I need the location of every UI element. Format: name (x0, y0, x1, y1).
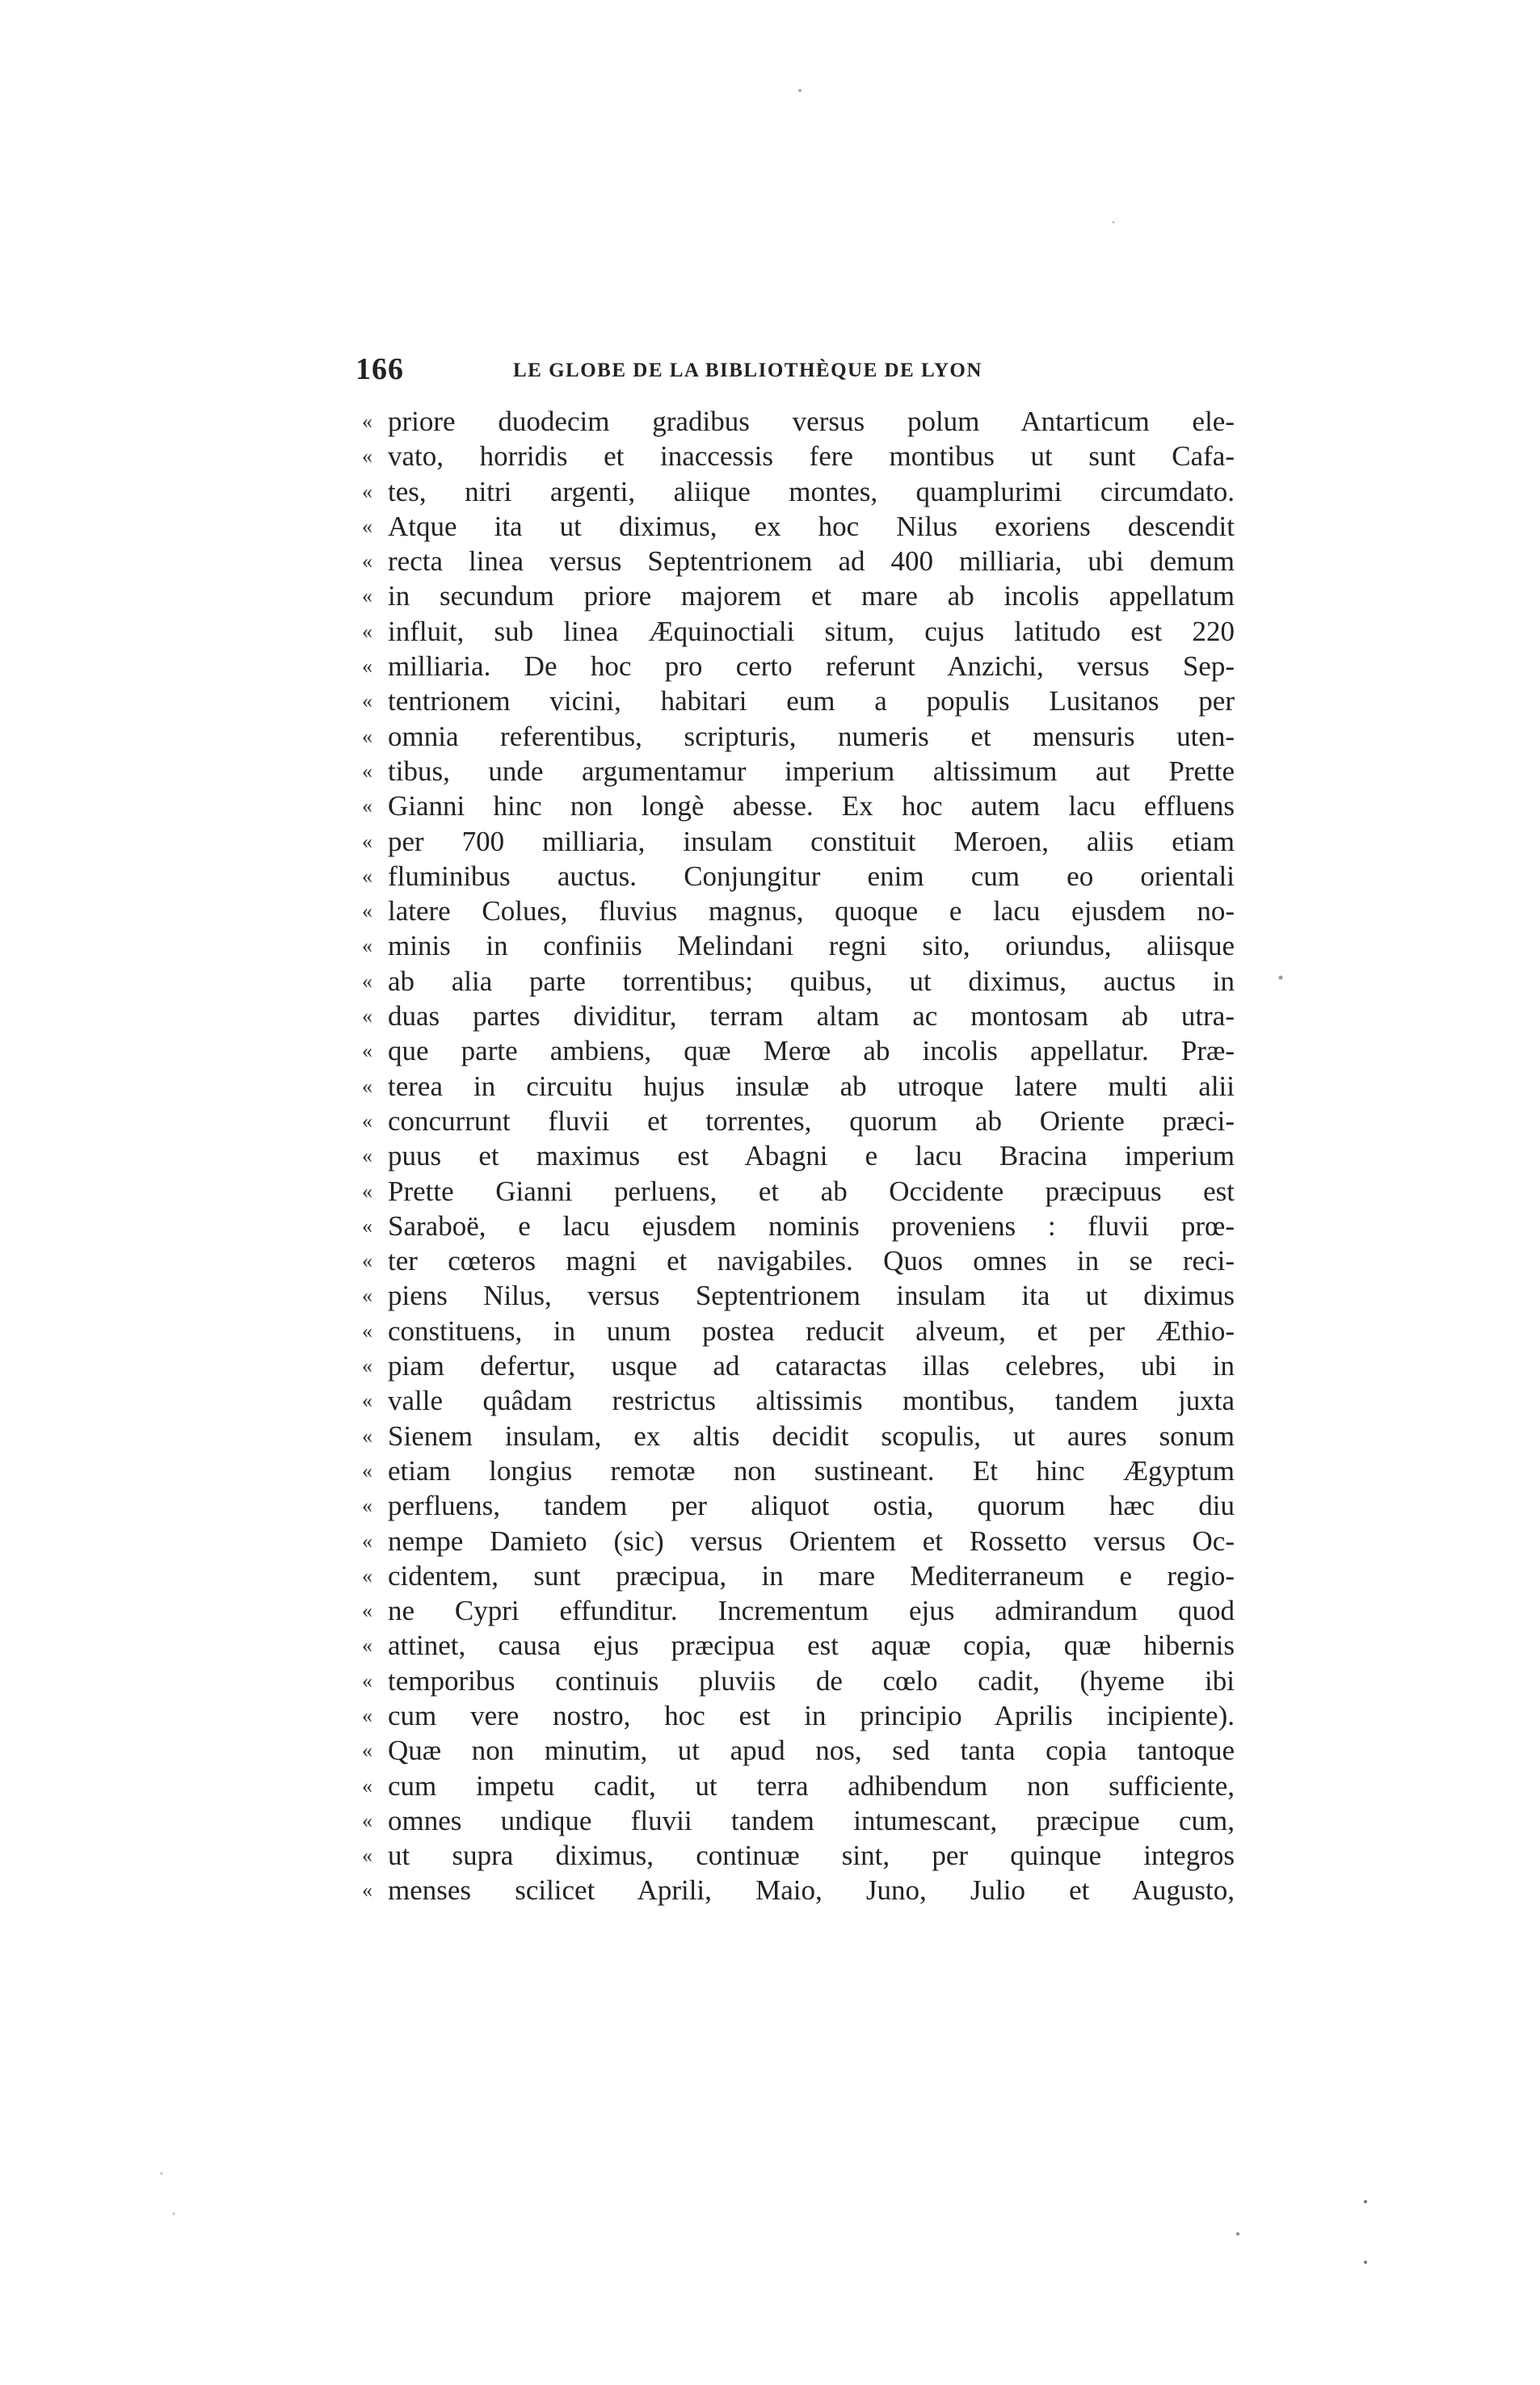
text-line (362, 1524, 1235, 1558)
quote-mark: « (362, 1354, 372, 1378)
speck (1236, 2232, 1239, 2236)
quote-mark: « (362, 1599, 372, 1623)
text-line (362, 928, 1235, 963)
line-text: Atque ita ut diximus, ex hoc Nilus exoriens descendit (388, 510, 1235, 542)
text-line (362, 578, 1235, 613)
line-text: omnes undique fluvii tandem intumescant, præcipue cum, (388, 1804, 1235, 1836)
quote-mark: « (362, 969, 372, 993)
text-line (362, 1348, 1235, 1383)
text-line (362, 859, 1235, 894)
line-text: menses scilicet Aprili, Maio, Juno, Julio et Augusto, (388, 1874, 1235, 1907)
quote-mark: « (362, 1703, 372, 1727)
text-line (362, 649, 1235, 684)
quote-mark: « (362, 899, 372, 923)
text-line (362, 1593, 1235, 1628)
text-line (362, 1243, 1235, 1278)
quote-mark: « (362, 1074, 372, 1098)
running-title: LE GLOBE DE LA BIBLIOTHÈQUE DE LYON (513, 360, 982, 381)
text-line (362, 1803, 1235, 1838)
text-line (362, 1733, 1235, 1768)
text-line (362, 1383, 1235, 1418)
quote-mark: « (362, 1179, 372, 1203)
text-line (362, 1698, 1235, 1733)
line-text: que parte ambiens, quæ Merœ ab incolis appellatur. Præ- (388, 1035, 1235, 1067)
text-line (362, 1209, 1235, 1243)
quote-mark: « (362, 410, 372, 433)
line-text: piam defertur, usque ad cataractas illas celebres, ubi in (388, 1350, 1235, 1382)
line-text: Quæ non minutim, ut apud nos, sed tanta copia tantoque (388, 1735, 1235, 1767)
quote-mark: « (362, 1458, 372, 1483)
quote-mark: « (362, 1494, 372, 1518)
quote-mark: « (362, 1424, 372, 1448)
line-text: attinet, causa ejus præcipua est aquæ copia, quæ hibernis (388, 1630, 1235, 1662)
quote-mark: « (362, 1668, 372, 1693)
quote-mark: « (362, 1108, 372, 1133)
line-text: ut supra diximus, continuæ sint, per quinque integros (388, 1840, 1235, 1872)
quote-mark: « (362, 619, 372, 643)
quote-mark: « (362, 934, 372, 958)
line-text: cum vere nostro, hoc est in principio Aprilis incipiente). (388, 1699, 1235, 1731)
text-line (362, 1488, 1235, 1523)
text-line (362, 544, 1235, 578)
line-text: Prette Gianni perluens, et ab Occidente præcipuus est (388, 1175, 1235, 1207)
quote-mark: « (362, 1878, 372, 1903)
text-line (362, 1174, 1235, 1209)
speck (798, 89, 802, 92)
line-text: milliaria. De hoc pro certo referunt Anzichi, versus Sep- (388, 650, 1235, 683)
line-text: temporibus continuis pluviis de cœlo cadit, (hyeme ibi (388, 1664, 1235, 1697)
line-text: ab alia parte torrentibus; quibus, ut diximus, auctus in (388, 965, 1235, 997)
line-text: valle quâdam restrictus altissimis montibus, tandem juxta (388, 1385, 1235, 1417)
quote-mark: « (362, 1039, 372, 1063)
quote-mark: « (362, 514, 372, 538)
quote-mark: « (362, 1319, 372, 1343)
line-text: influit, sub linea Æquinoctiali situm, cujus latitudo est 220 (388, 615, 1235, 647)
text-line (362, 1033, 1235, 1068)
quote-mark: « (362, 724, 372, 748)
line-text: minis in confiniis Melindani regni sito, oriundus, aliisque (388, 930, 1235, 962)
quote-mark: « (362, 479, 372, 503)
text-line (362, 1314, 1235, 1348)
speck (1279, 976, 1283, 980)
text-line (362, 1419, 1235, 1453)
line-text: cum impetu cadit, ut terra adhibendum non sufficiente, (388, 1769, 1235, 1802)
quote-mark: « (362, 654, 372, 679)
speck (161, 2173, 163, 2175)
line-text: tes, nitri argenti, aliique montes, quamplurimi circumdato. (388, 475, 1235, 507)
quote-mark: « (362, 794, 372, 818)
text-line (362, 964, 1235, 999)
line-text: cidentem, sunt præcipua, in mare Mediterraneum e regio- (388, 1559, 1235, 1592)
speck (1364, 2261, 1367, 2264)
line-text: piens Nilus, versus Septentrionem insulam ita ut diximus (388, 1280, 1235, 1312)
text-line (362, 754, 1235, 789)
quote-mark: « (362, 1529, 372, 1553)
quote-mark: « (362, 1739, 372, 1763)
line-text: puus et maximus est Abagni e lacu Bracina imperium (388, 1140, 1235, 1172)
text-line (362, 1453, 1235, 1488)
line-text: perfluens, tandem per aliquot ostia, quorum hæc diu (388, 1490, 1235, 1522)
quote-mark: « (362, 1144, 372, 1168)
speck (1364, 2200, 1367, 2203)
line-text: ter cœteros magni et navigabiles. Quos omnes in se reci- (388, 1245, 1235, 1277)
text-line (362, 1664, 1235, 1698)
quote-mark: « (362, 1284, 372, 1308)
line-text: tibus, unde argumentamur imperium altissimum aut Prette (388, 755, 1235, 787)
line-text: recta linea versus Septentrionem ad 400 milliaria, ubi demum (388, 545, 1235, 578)
quote-mark: « (362, 1773, 372, 1798)
line-text: omnia referentibus, scripturis, numeris et mensuris uten- (388, 720, 1235, 752)
text-line (362, 1069, 1235, 1104)
text-line (362, 614, 1235, 649)
quote-mark: « (362, 1004, 372, 1028)
line-text: vato, horridis et inaccessis fere montibus ut sunt Cafa- (388, 440, 1235, 473)
text-line (362, 999, 1235, 1033)
text-line (362, 1104, 1235, 1138)
quote-mark: « (362, 1844, 372, 1868)
line-text: in secundum priore majorem et mare ab incolis appellatum (388, 580, 1235, 612)
line-text: duas partes dividitur, terram altam ac montosam ab utra- (388, 1000, 1235, 1033)
quote-mark: « (362, 1389, 372, 1413)
text-line (362, 439, 1235, 473)
line-text: Gianni hinc non longè abesse. Ex hoc autem lacu effluens (388, 790, 1235, 822)
body-text (362, 404, 1235, 1908)
text-line (362, 1628, 1235, 1663)
quote-mark: « (362, 1214, 372, 1238)
text-line (362, 1558, 1235, 1593)
quote-mark: « (362, 584, 372, 608)
quote-mark: « (362, 689, 372, 713)
text-line (362, 719, 1235, 754)
line-text: per 700 milliaria, insulam constituit Meroen, aliis etiam (388, 825, 1235, 857)
text-line (362, 1278, 1235, 1313)
line-text: Saraboë, e lacu ejusdem nominis proveniens : fluvii prœ- (388, 1209, 1235, 1242)
running-header (356, 351, 1228, 392)
quote-mark: « (362, 1634, 372, 1658)
quote-mark: « (362, 864, 372, 888)
line-text: Sienem insulam, ex altis decidit scopulis, ut aures sonum (388, 1420, 1235, 1452)
line-text: tentrionem vicini, habitari eum a populis Lusitanos per (388, 685, 1235, 717)
quote-mark: « (362, 1563, 372, 1588)
quote-mark: « (362, 759, 372, 783)
line-text: terea in circuitu hujus insulæ ab utroque latere multi alii (388, 1070, 1235, 1102)
text-line (362, 1138, 1235, 1173)
text-line (362, 684, 1235, 718)
page-number: 166 (356, 352, 404, 386)
line-text: nempe Damieto (sic) versus Orientem et Rossetto versus Oc- (388, 1525, 1235, 1557)
quote-mark: « (362, 829, 372, 853)
text-line (362, 894, 1235, 928)
line-text: concurrunt fluvii et torrentes, quorum ab Oriente præci- (388, 1104, 1235, 1137)
text-line (362, 474, 1235, 509)
line-text: fluminibus auctus. Conjungitur enim cum eo orientali (388, 860, 1235, 892)
speck (173, 2213, 175, 2215)
text-line (362, 1838, 1235, 1873)
line-text: etiam longius remotæ non sustineant. Et hinc Ægyptum (388, 1454, 1235, 1487)
text-line (362, 789, 1235, 823)
text-line (362, 1873, 1235, 1908)
line-text: ne Cypri effunditur. Incrementum ejus admirandum quod (388, 1595, 1235, 1627)
line-text: priore duodecim gradibus versus polum Antarticum ele- (388, 406, 1235, 437)
quote-mark: « (362, 1808, 372, 1832)
line-text: constituens, in unum postea reducit alveum, et per Æthio- (388, 1314, 1235, 1347)
quote-mark: « (362, 549, 372, 574)
speck (1113, 221, 1115, 224)
text-line (362, 824, 1235, 859)
line-text: latere Colues, fluvius magnus, quoque e lacu ejusdem no- (388, 895, 1235, 928)
quote-mark: « (362, 444, 372, 469)
text-line (362, 404, 1235, 439)
text-line (362, 509, 1235, 544)
text-line (362, 1769, 1235, 1803)
quote-mark: « (362, 1249, 372, 1273)
